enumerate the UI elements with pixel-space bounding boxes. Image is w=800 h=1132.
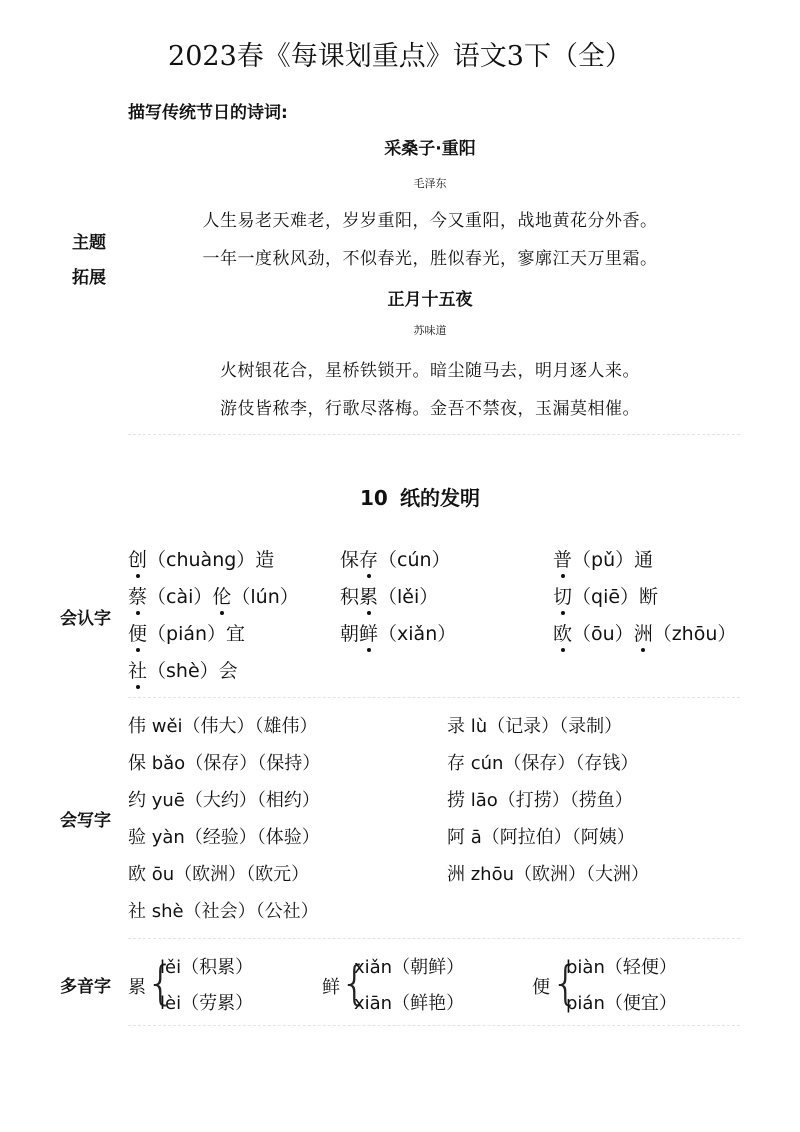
write-item: 社 shè（社会）（公社）	[128, 901, 319, 922]
section-divider	[128, 434, 740, 435]
theme-label-line1: 主题	[72, 233, 106, 253]
write-item: 欧 ōu（欧洲）（欧元）	[128, 864, 310, 885]
poem-title: 正月十五夜	[387, 290, 473, 310]
write-item: 洲 zhōu（欧洲）（大洲）	[447, 864, 649, 885]
lesson-title: 纸的发明	[400, 486, 480, 510]
brace-icon: {	[340, 956, 370, 1010]
write-label: 会写字	[60, 811, 111, 831]
polyphone-label: 多音字	[60, 977, 111, 997]
write-item: 约 yuē（大约）（相约）	[128, 790, 320, 811]
recognize-item: 朝鲜（xiǎn）	[340, 623, 457, 645]
polyphone-reading: lěi（积累）	[160, 957, 254, 978]
poem-author: 毛泽东	[413, 177, 447, 190]
write-item: 验 yàn（经验）（体验）	[128, 827, 320, 848]
recognize-item: 切（qiē）断	[553, 586, 659, 608]
polyphone-reading: pián（便宜）	[566, 993, 677, 1014]
write-item: 伟 wěi（伟大）（雄伟）	[128, 716, 318, 737]
poem-line: 一年一度秋风劲，不似春光，胜似春光，寥廓江天万里霜。	[202, 249, 658, 269]
write-item: 捞 lāo（打捞）（捞鱼）	[447, 790, 633, 811]
brace-icon: {	[146, 956, 176, 1010]
section-divider	[128, 697, 740, 698]
polyphone-char: 鲜	[322, 977, 340, 998]
recognize-item: 保存（cún）	[340, 549, 451, 571]
poem-line: 游伎皆秾李，行歌尽落梅。金吾不禁夜，玉漏莫相催。	[220, 399, 640, 419]
polyphone-char: 累	[128, 977, 146, 998]
brace-icon: {	[551, 956, 581, 1010]
theme-label-line2: 拓展	[72, 268, 106, 288]
polyphone-char: 便	[532, 977, 550, 998]
lesson-heading	[360, 482, 480, 511]
recognize-item: 社（shè）会	[128, 660, 238, 682]
write-item: 保 bǎo（保存）（保持）	[128, 753, 321, 774]
write-item: 存 cún（保存）（存钱）	[447, 753, 639, 774]
recognize-item: 积累（lěi）	[340, 586, 439, 608]
page-title: 2023春《每课划重点》语文3下（全）	[168, 41, 632, 72]
poem-author: 苏味道	[413, 324, 447, 337]
section-divider	[128, 1025, 740, 1026]
lesson-number: 10	[360, 486, 388, 510]
polyphone-reading: biàn（轻便）	[566, 957, 677, 978]
polyphone-reading: lèi（劳累）	[160, 993, 254, 1014]
poem-line: 人生易老天难老，岁岁重阳，今又重阳，战地黄花分外香。	[202, 211, 658, 231]
poem-line: 火树银花合，星桥铁锁开。暗尘随马去，明月逐人来。	[220, 361, 640, 381]
section-divider	[128, 938, 740, 939]
polyphone-reading: xiǎn（朝鲜）	[354, 957, 465, 978]
recognize-item: 普（pǔ）通	[553, 549, 654, 571]
write-item: 阿 ā（阿拉伯）（阿姨）	[447, 827, 635, 848]
theme-intro: 描写传统节日的诗词:	[128, 103, 288, 123]
recognize-item: 蔡（cài）伦（lún）	[128, 586, 299, 608]
polyphone-reading: xiān（鲜艳）	[354, 993, 465, 1014]
recognize-label: 会认字	[60, 609, 111, 629]
recognize-item: 便（pián）宜	[128, 623, 246, 645]
poem-title: 采桑子·重阳	[384, 139, 476, 159]
recognize-item: 创（chuàng）造	[128, 549, 275, 571]
recognize-item: 欧（ōu）洲（zhōu）	[553, 623, 737, 645]
write-item: 录 lù（记录）（录制）	[447, 716, 623, 737]
